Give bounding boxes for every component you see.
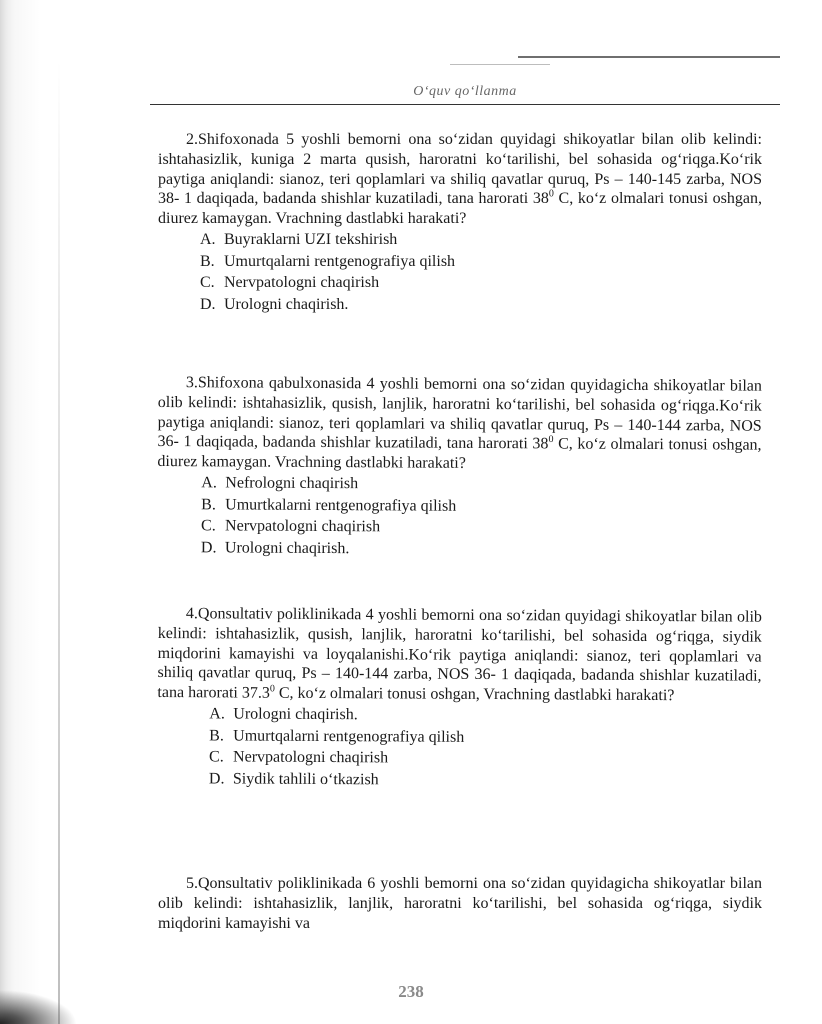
question-2 (158, 130, 762, 315)
top-decorative-rule (518, 56, 780, 58)
option-a: A. Urologni chaqirish. (209, 705, 358, 724)
page-binding-shadow (0, 0, 70, 1024)
option-a: A. Nefrologni chaqirish (201, 474, 359, 493)
option-b: B. Umurtqalarni rentgenografiya qilish (200, 252, 456, 270)
question-5 (158, 874, 762, 933)
option-d: D. Urologni chaqirish. (200, 295, 349, 313)
question-4 (157, 604, 762, 793)
option-b: B. Umurtkalarni rentgenografiya qilish (201, 495, 457, 515)
question-text: 5.Qonsultativ poliklinikada 6 yoshli bemorni ona so‘zidan quyidagicha shikoyatlar bilan olib kelindi: ishtahasizlik, lanjlik, haroratni ko‘tarilishi, bel sohasida og‘riqga, siydik miqdorini kamayishi va (158, 875, 762, 932)
question-text: 2.Shifoxonada 5 yoshli bemorni ona so‘zidan quyidagi shikoyatlar bilan olib kelindi: ishtahasizlik, kuniga 2 marta qusish, haroratni ko‘tarilishi, bel sohasida og‘riqga.Ko‘rik paytiga aniqlandi: sianoz, teri qoplamlari va shiliq qavatlar quruq, Ps – 140-145 zarba, NOS 38- 1 daqiqada, badanda shishlar kuzatiladi, tana harorati $38^0$ C, ko‘z olmalari tonusi oshgan, diurez kamaygan. Vrachning dastlabki harakati? (158, 131, 763, 228)
answer-options (157, 703, 762, 793)
header-rule (150, 104, 780, 105)
option-a: A. Buyraklarni UZI tekshirish (200, 230, 398, 248)
option-c: C. Nervpatologni chaqirish (209, 748, 389, 767)
option-c: C. Nervpatologni chaqirish (200, 274, 380, 292)
question-3 (157, 373, 762, 562)
answer-options (157, 472, 762, 562)
option-b: B. Umurtqalarni rentgenografiya qilish (209, 726, 465, 746)
option-c: C. Nervpatologni chaqirish (201, 517, 381, 536)
option-d: D. Urologni chaqirish. (200, 539, 350, 557)
question-text: 4.Qonsultativ poliklinikada 4 yoshli bemorni ona so‘zidan quyidagi shikoyatlar bilan olib kelindi: ishtahasizlik, qusish, lanjlik, haroratni ko‘tarilishi, bel sohasida og‘riqga, siydik miqdorini kamayishi va loyqalanishi.Ko‘rik paytiga aniqlandi: sianoz, teri qoplamlari va shiliq qavatlar quruq, Ps – 140-144 zarba, NOS 36- 1 daqiqada, badanda shishlar kuzatiladi, tana harorati 37.3$^0$ C, ko‘z olmalari tonusi oshgan, Vrachning dastlabki harakati? (157, 605, 762, 705)
top-faint-rule (450, 64, 550, 65)
running-header: O‘quv qo‘llanma (413, 84, 517, 99)
page-number: 238 (398, 982, 424, 1001)
answer-options (158, 229, 762, 315)
question-text: 3.Shifoxona qabulxonasida 4 yoshli bemorni ona so‘zidan quyidagicha shikoyatlar bilan olib kelindi: ishtahasizlik, qusish, lanjlik, haroratni ko‘tarilishi, bel sohasida og‘riqga.Ko‘rik paytiga aniqlandi: sianoz, teri qoplamlari va shiliq qavatlar quruq, Ps – 140-144 zarba, NOS 36- 1 daqiqada, badanda shishlar kuzatiladi, tana harorati $38^0$ C, ko‘z olmalari tonusi oshgan, diurez kamaygan. Vrachning dastlabki harakati? (157, 374, 762, 473)
option-d: D. Siydik tahlili o‘tkazish (208, 770, 379, 789)
